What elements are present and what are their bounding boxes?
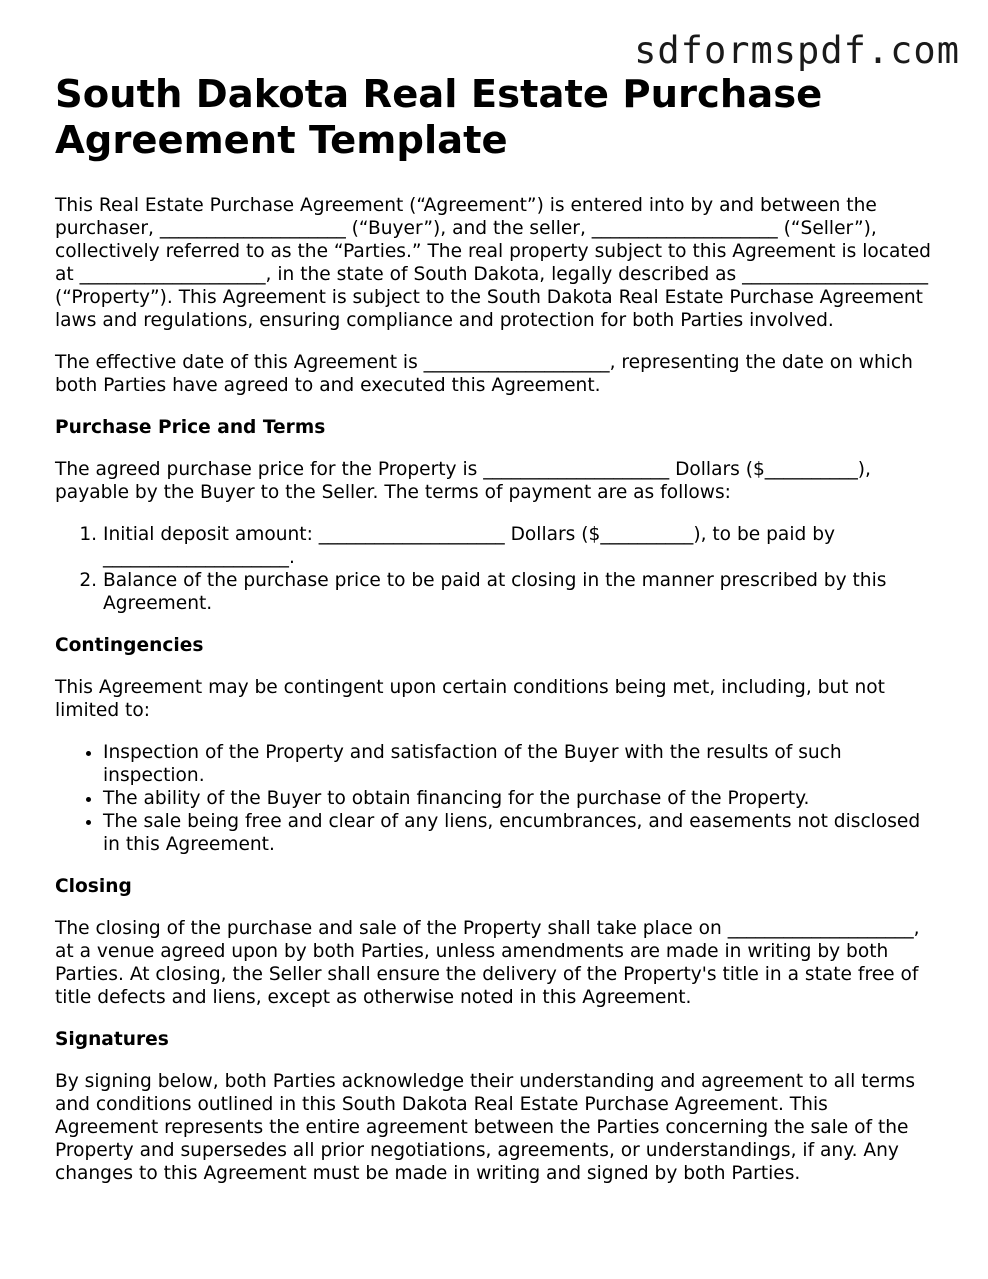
list-item: 1. Initial deposit amount: ____________________ Dollars ($__________), to be paid by ____________________. <box>103 523 935 569</box>
signatures-heading: Signatures <box>55 1029 169 1050</box>
list-item: • Inspection of the Property and satisfaction of the Buyer with the results of such inspection. <box>103 741 935 787</box>
contingencies-paragraph: This Agreement may be contingent upon certain conditions being met, including, but not limited to: <box>55 677 885 721</box>
effective-date-paragraph: The effective date of this Agreement is ____________________, representing the date on which both Parties have agreed to and executed this Agreement. <box>55 352 913 396</box>
intro-paragraph: This Real Estate Purchase Agreement (“Agreement”) is entered into by and between the purchaser, ____________________ (“Buyer”), and the seller, ____________________ (“Seller”), collectively referred to as the “Parties.” The real property subject to this Agreement is located at ____________________, in the state of South Dakota, legally described as ____________________ (“Property”). This Agreement is subject to the South Dakota Real Estate Purchase Agreement laws and regulations, ensuring compliance and protection for both Parties involved. <box>55 195 931 331</box>
closing-paragraph: The closing of the purchase and sale of the Property shall take place on ____________________, at a venue agreed upon by both Parties, unless amendments are made in writing by both Parties. At closing, the Seller shall ensure the delivery of the Property's title in a state free of title defects and liens, except as otherwise noted in this Agreement. <box>55 918 920 1008</box>
purchase-price-heading: Purchase Price and Terms <box>55 417 326 438</box>
list-item: • The ability of the Buyer to obtain financing for the purchase of the Property. <box>103 787 935 810</box>
list-item: • The sale being free and clear of any liens, encumbrances, and easements not disclosed in this Agreement. <box>103 810 935 856</box>
document-body <box>55 72 935 1204</box>
payment-terms-list <box>55 523 935 615</box>
contingencies-heading: Contingencies <box>55 635 204 656</box>
site-watermark: sdformspdf.com <box>634 29 960 72</box>
contingencies-list <box>55 741 935 856</box>
signatures-paragraph: By signing below, both Parties acknowledge their understanding and agreement to all terms and conditions outlined in this South Dakota Real Estate Purchase Agreement. This Agreement represents the entire agreement between the Parties concerning the sale of the Property and supersedes all prior negotiations, agreements, or understandings, if any. Any changes to this Agreement must be made in writing and signed by both Parties. <box>55 1071 916 1184</box>
list-item: 2. Balance of the purchase price to be paid at closing in the manner prescribed by this Agreement. <box>103 569 935 615</box>
document-title: South Dakota Real Estate Purchase Agreement Template <box>55 72 823 163</box>
closing-heading: Closing <box>55 876 132 897</box>
purchase-price-paragraph: The agreed purchase price for the Property is ____________________ Dollars ($__________), payable by the Buyer to the Seller. The terms of payment are as follows: <box>55 459 871 503</box>
